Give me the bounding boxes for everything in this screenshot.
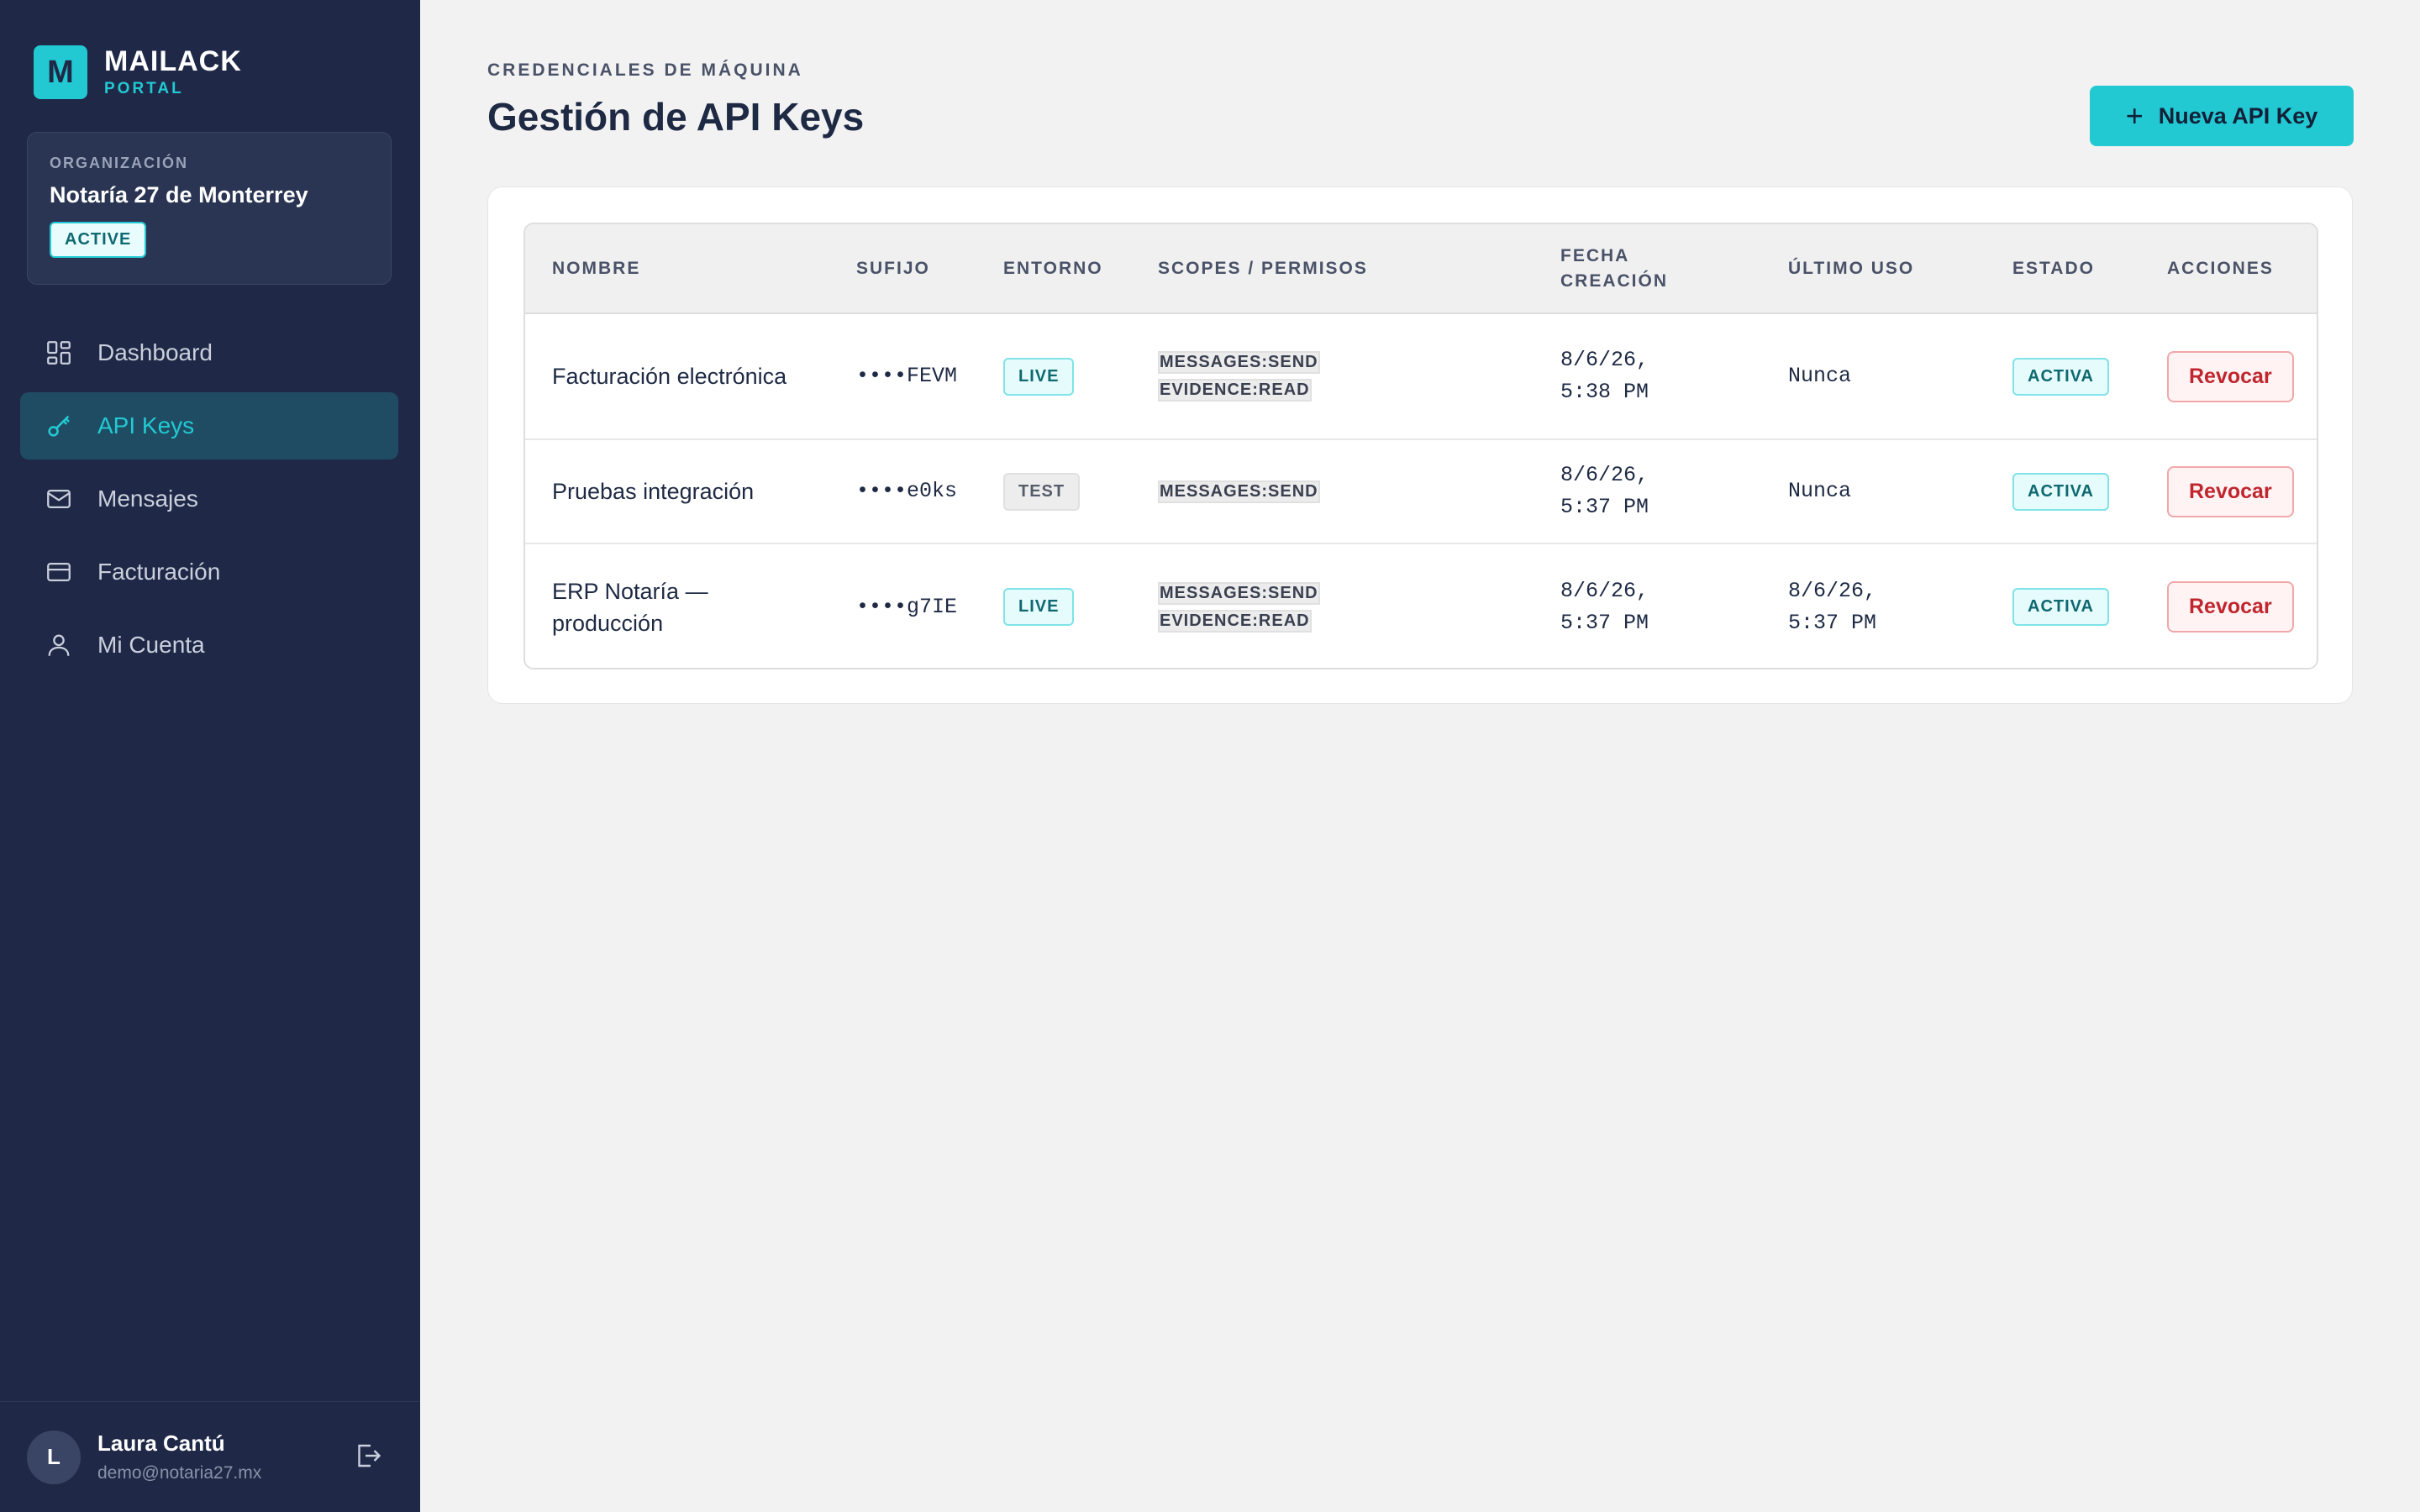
new-api-key-label: Nueva API Key [2158, 102, 2318, 129]
key-suffix: ••••g7IE [856, 594, 958, 619]
environment-badge: LIVE [1003, 358, 1074, 396]
scope-badge: MESSAGES:SEND [1158, 582, 1320, 605]
organization-name: Notaría 27 de Monterrey [50, 182, 308, 207]
key-name: Facturación electrónica [525, 313, 829, 439]
table-header-row [525, 224, 2318, 313]
user-icon [44, 630, 74, 660]
column-header-ultimo-uso[interactable]: ÚLTIMO USO [1761, 224, 1986, 313]
brand-logo: M [34, 45, 87, 99]
sidebar-item-mensajes[interactable] [20, 465, 398, 533]
page-eyebrow: CREDENCIALES DE MÁQUINA [487, 60, 803, 80]
key-suffix: ••••FEVM [829, 313, 976, 439]
column-header-estado[interactable]: ESTADO [1986, 224, 2140, 313]
table-row [525, 543, 2318, 669]
brand-subtitle: PORTAL [104, 80, 184, 97]
main-content [420, 0, 2420, 1512]
key-name: ERP Notaría — producción [552, 578, 708, 636]
sidebar-item-label: Facturación [97, 559, 221, 585]
sidebar-item-facturacion[interactable] [20, 538, 398, 606]
credit-card-icon [44, 557, 74, 587]
api-keys-table [525, 224, 2318, 669]
status-badge: ACTIVA [2012, 473, 2109, 511]
key-icon [44, 411, 74, 441]
sidebar-item-api-keys[interactable] [20, 392, 398, 459]
brand-name: MAILACK [104, 45, 242, 77]
revoke-button[interactable]: Revocar [2167, 466, 2294, 517]
organization-status-badge: ACTIVE [50, 222, 146, 258]
page-title: Gestión de API Keys [487, 95, 865, 139]
last-used: 8/6/26, 5:37 PM [1788, 578, 1877, 635]
sidebar-nav [20, 319, 398, 685]
column-header-nombre[interactable]: NOMBRE [525, 224, 829, 313]
created-date: 8/6/26, 5:37 PM [1560, 578, 1649, 635]
created-date: 8/6/26, 5:37 PM [1534, 439, 1761, 543]
new-api-key-button[interactable] [2090, 86, 2354, 146]
organization-card [27, 132, 392, 285]
table-row [525, 313, 2318, 439]
user-email: demo@notaria27.mx [97, 1463, 262, 1483]
revoke-button[interactable]: Revocar [2167, 581, 2294, 633]
key-name: Pruebas integración [525, 439, 829, 543]
scope-badge: MESSAGES:SEND [1158, 480, 1320, 503]
environment-badge: TEST [1003, 473, 1080, 511]
api-keys-card [487, 186, 2353, 704]
column-header-entorno[interactable]: ENTORNO [976, 224, 1131, 313]
dashboard-icon [44, 338, 74, 368]
column-header-scopes[interactable]: SCOPES / PERMISOS [1131, 224, 1534, 313]
key-suffix: ••••e0ks [829, 439, 976, 543]
sidebar [0, 0, 420, 1512]
table-row [525, 439, 2318, 543]
sidebar-item-label: Mensajes [97, 486, 198, 512]
column-header-sufijo[interactable]: SUFIJO [829, 224, 976, 313]
sidebar-item-label: API Keys [97, 412, 195, 438]
mail-icon [44, 484, 74, 514]
plus-icon: + [2125, 98, 2144, 133]
status-badge: ACTIVA [2012, 588, 2109, 626]
status-badge: ACTIVA [2012, 358, 2109, 396]
scope-badge: EVIDENCE:READ [1158, 379, 1312, 402]
user-name: Laura Cantú [97, 1431, 225, 1456]
api-keys-table-container [523, 223, 2318, 669]
logout-icon[interactable] [353, 1441, 383, 1471]
user-profile [0, 1401, 420, 1512]
scope-badge: MESSAGES:SEND [1158, 351, 1320, 374]
last-used: Nunca [1761, 313, 1986, 439]
last-used: Nunca [1761, 439, 1986, 543]
environment-badge: LIVE [1003, 588, 1074, 626]
created-date: 8/6/26, 5:38 PM [1534, 313, 1761, 439]
sidebar-item-label: Dashboard [97, 339, 213, 365]
column-header-acciones: ACCIONES [2140, 224, 2318, 313]
sidebar-item-dashboard[interactable] [20, 319, 398, 386]
organization-label: ORGANIZACIÓN [50, 155, 188, 171]
scope-badge: EVIDENCE:READ [1158, 610, 1312, 633]
column-header-fecha-creacion[interactable]: FECHA CREACIÓN [1534, 224, 1761, 313]
avatar: L [27, 1431, 81, 1484]
brand[interactable] [34, 45, 242, 99]
revoke-button[interactable]: Revocar [2167, 351, 2294, 402]
sidebar-item-mi-cuenta[interactable] [20, 612, 398, 679]
sidebar-item-label: Mi Cuenta [97, 632, 205, 658]
